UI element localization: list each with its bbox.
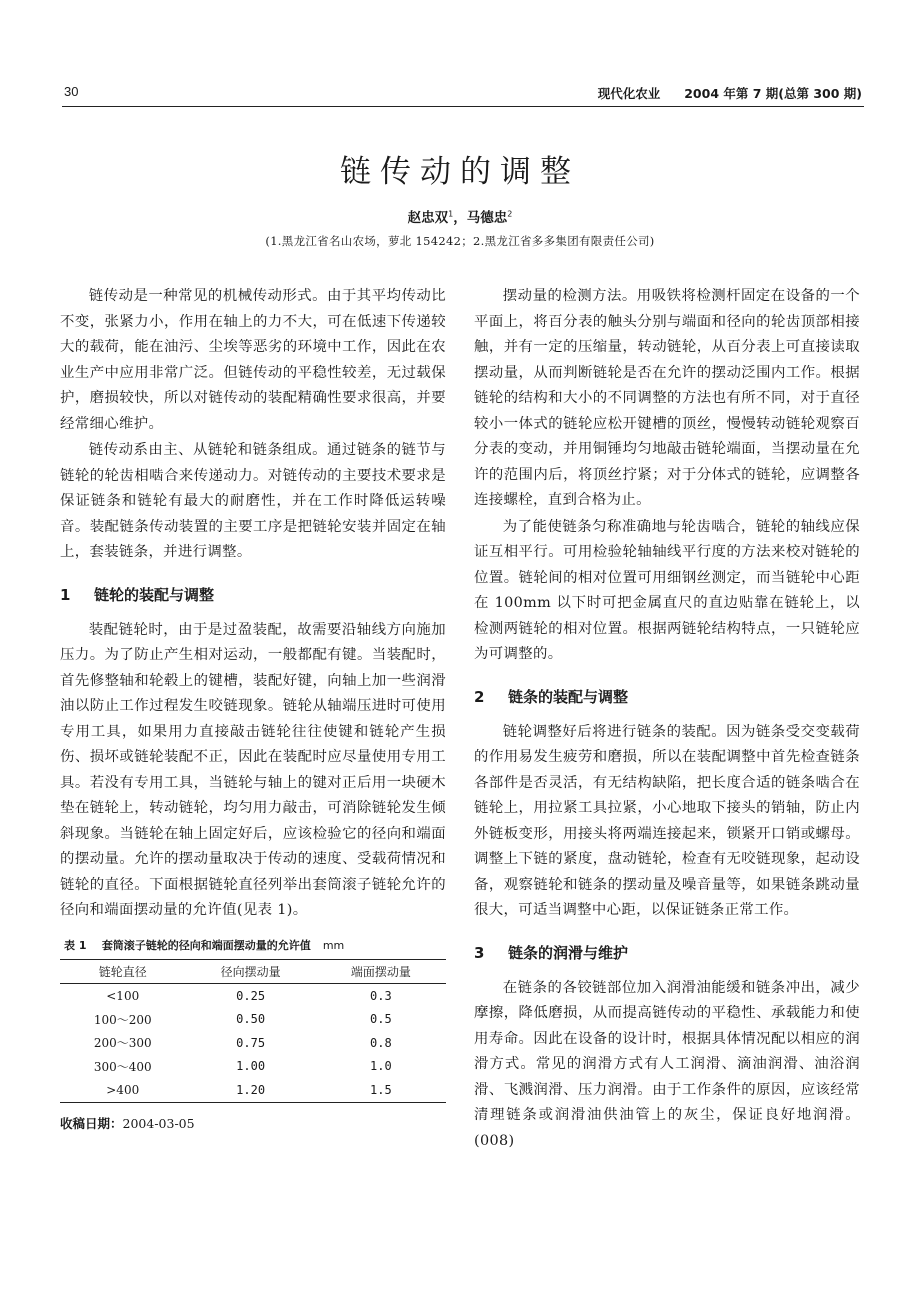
table-row — [60, 1078, 446, 1102]
section-heading — [474, 941, 860, 965]
author-separator: ， — [453, 210, 467, 226]
table-cell: 0.3 — [370, 988, 392, 1003]
table-cell: <100 — [106, 988, 140, 1003]
affiliation-mark: 2 — [507, 209, 513, 219]
received-value: 2004-03-05 — [122, 1115, 195, 1131]
table-row — [60, 1008, 446, 1032]
table-cell: 200～300 — [93, 1036, 152, 1051]
table-row — [60, 1031, 446, 1055]
author-name: 赵忠双 — [407, 210, 449, 226]
table-cell: 1.20 — [185, 1078, 315, 1102]
table-cell: 300～400 — [93, 1059, 152, 1074]
table-row — [60, 1055, 446, 1079]
data-table — [60, 959, 446, 1103]
table-cell: 1.5 — [316, 1078, 446, 1102]
body-paragraph: 在链条的各铰链部位加入润滑油能缓和链条冲出，减少摩擦，降低磨损，从而提高链传动的平稳性、承载能力和使用寿命。因此在设备的设计时，根据具体情况配以相应的润滑方式。常见的润滑方式有人工润滑、滴油润滑、油浴润滑、飞溅润滑、压力润滑。由于工作条件的原因，应该经常清理链条或润滑油供油管上的灰尘，保证良好地润滑。(008) — [474, 979, 860, 1149]
body-paragraph: 为了能使链条匀称准确地与轮齿啮合，链轮的轴线应保证互相平行。可用检验轮轴轴线平行度的方法来校对链轮的位置。链轮间的相对位置可用细钢丝测定，而当链轮中心距在 100mm 以下时可把金属直尺的直边贴靠在链轮上，以检测两链轮的相对位置。根据两链轮结构特点，一只链轮应为可调整的。 — [474, 518, 860, 662]
table-cell: 0.8 — [370, 1035, 392, 1050]
table-row — [60, 984, 446, 1008]
table-caption — [64, 937, 446, 953]
right-column — [474, 284, 860, 1155]
section-title: 链轮的装配与调整 — [94, 585, 215, 604]
affiliation-mark: 1 — [448, 209, 454, 219]
column-header: 链轮直径 — [60, 959, 185, 984]
affiliation: (1.黑龙江省名山农场，萝北 154242；2.黑龙江省多多集团有限责任公司) — [265, 234, 655, 248]
body-paragraph: 链传动是一种常见的机械传动形式。由于其平均传动比不变，张紧力小，作用在轴上的力不大，可在低速下传递较大的载荷，能在油污、尘埃等恶劣的环境中工作，因此在农业生产中应用非常广泛。但链传动的平稳性较差，无过载保护，磨损较快，所以对链传动的装配精确性要求很高，并要经常细心维护。 — [60, 288, 446, 432]
body-paragraph: 摆动量的检测方法。用吸铁将检测杆固定在设备的一个平面上，将百分表的触头分别与端面和径向的轮齿顶部相接触，并有一定的压缩量，转动链轮，从百分表上可直接读取摆动量，从而判断链轮是否在允许的摆动泛围内工作。根据链轮的结构和大小的不同调整的方法也有所不同，对于直径较小一体式的链轮应松开键槽的顶丝，慢慢转动链轮观察百分表的变动，并用铜锤均匀地敲击链轮端面，当摆动量在允许的范围内后，将顶丝拧紧；对于分体式的链轮，应调整各连接螺栓，直到合格为止。 — [474, 288, 860, 508]
table-cell: >400 — [60, 1078, 185, 1102]
section-title: 链条的润滑与维护 — [508, 943, 629, 962]
article-title: 链传动的调整 — [340, 154, 580, 190]
section-heading — [474, 685, 860, 709]
issue-info: 2004 年第 7 期(总第 300 期) — [684, 86, 862, 101]
received-label: 收稿日期： — [60, 1115, 123, 1131]
left-column — [60, 284, 446, 1132]
table-cell: 0.50 — [236, 1012, 266, 1027]
section-title: 链条的装配与调整 — [508, 687, 629, 706]
table-cell: 0.25 — [236, 988, 266, 1003]
author-name: 马德忠 — [466, 210, 508, 226]
column-header: 径向摆动量 — [185, 959, 315, 984]
table-header-row — [60, 959, 446, 984]
author-line — [0, 206, 920, 226]
header-rule — [62, 106, 864, 107]
table-cell: 100～200 — [93, 1012, 152, 1027]
table-label: 表 1 — [64, 938, 87, 952]
table-cell: 0.5 — [370, 1012, 392, 1027]
table-title: 套筒滚子链轮的径向和端面摆动量的允许值 — [101, 938, 311, 952]
section-number: 1 — [60, 585, 71, 604]
table-unit: mm — [322, 938, 345, 952]
page-number: 30 — [64, 84, 79, 99]
table-cell: 1.0 — [370, 1059, 392, 1074]
section-heading — [60, 583, 446, 607]
body-paragraph: 链传动系由主、从链轮和链条组成。通过链条的链节与链轮的轮齿相啮合来传递动力。对链传动的主要技术要求是保证链条和链轮有最大的耐磨性，并在工作时降低运转噪音。装配链条传动装置的主要工序是把链轮安装并固定在轴上，套装链条，并进行调整。 — [60, 442, 446, 560]
section-number: 2 — [474, 687, 485, 706]
section-number: 3 — [474, 943, 485, 962]
body-paragraph: 装配链轮时，由于是过盈装配，故需要沿轴线方向施加压力。为了防止产生相对运动，一般都配有键。当装配时，首先修整轴和轮毂上的键槽，装配好键，向轴上加一些润滑油以防止工作过程发生咬链现象。链轮从轴端压进时可使用专用工具，如果用力直接敲击链轮往往使键和链轮产生损伤、损坏或链轮装配不正，因此在装配时应尽量使用专用工具。若没有专用工具，当链轮与轴上的键对正后用一块硬木垫在链轮上，转动链轮，均匀用力敲击，可消除链轮发生倾斜现象。当链轮在轴上固定好后，应该检验它的径向和端面的摆动量。允许的摆动量取决于传动的速度、受载荷情况和链轮的直径。下面根据链轮直径列举出套筒滚子链轮允许的径向和端面摆动量的允许值(见表 1)。 — [60, 621, 446, 918]
table-cell: 0.75 — [236, 1035, 266, 1050]
received-date — [60, 1114, 446, 1132]
table-cell: 1.00 — [236, 1059, 266, 1074]
column-header: 端面摆动量 — [316, 959, 446, 984]
running-header — [62, 84, 862, 106]
journal-info — [574, 84, 862, 102]
body-paragraph: 链轮调整好后将进行链条的装配。因为链条受交变载荷的作用易发生疲劳和磨损，所以在装配调整中首先检查链条各部件是否灵活，有无结构缺陷，把长度合适的链条啮合在链轮上，用拉紧工具拉紧，小心地取下接头的销轴，防止内外链板变形，用接头将两端连接起来，锁紧开口销或螺母。调整上下链的紧度，盘动链轮，检查有无咬链现象，起动设备，观察链轮和链条的摆动量及噪音量等，如果链条跳动量很大，可适当调整中心距，以保证链条正常工作。 — [474, 723, 860, 918]
journal-name: 现代化农业 — [597, 86, 661, 101]
